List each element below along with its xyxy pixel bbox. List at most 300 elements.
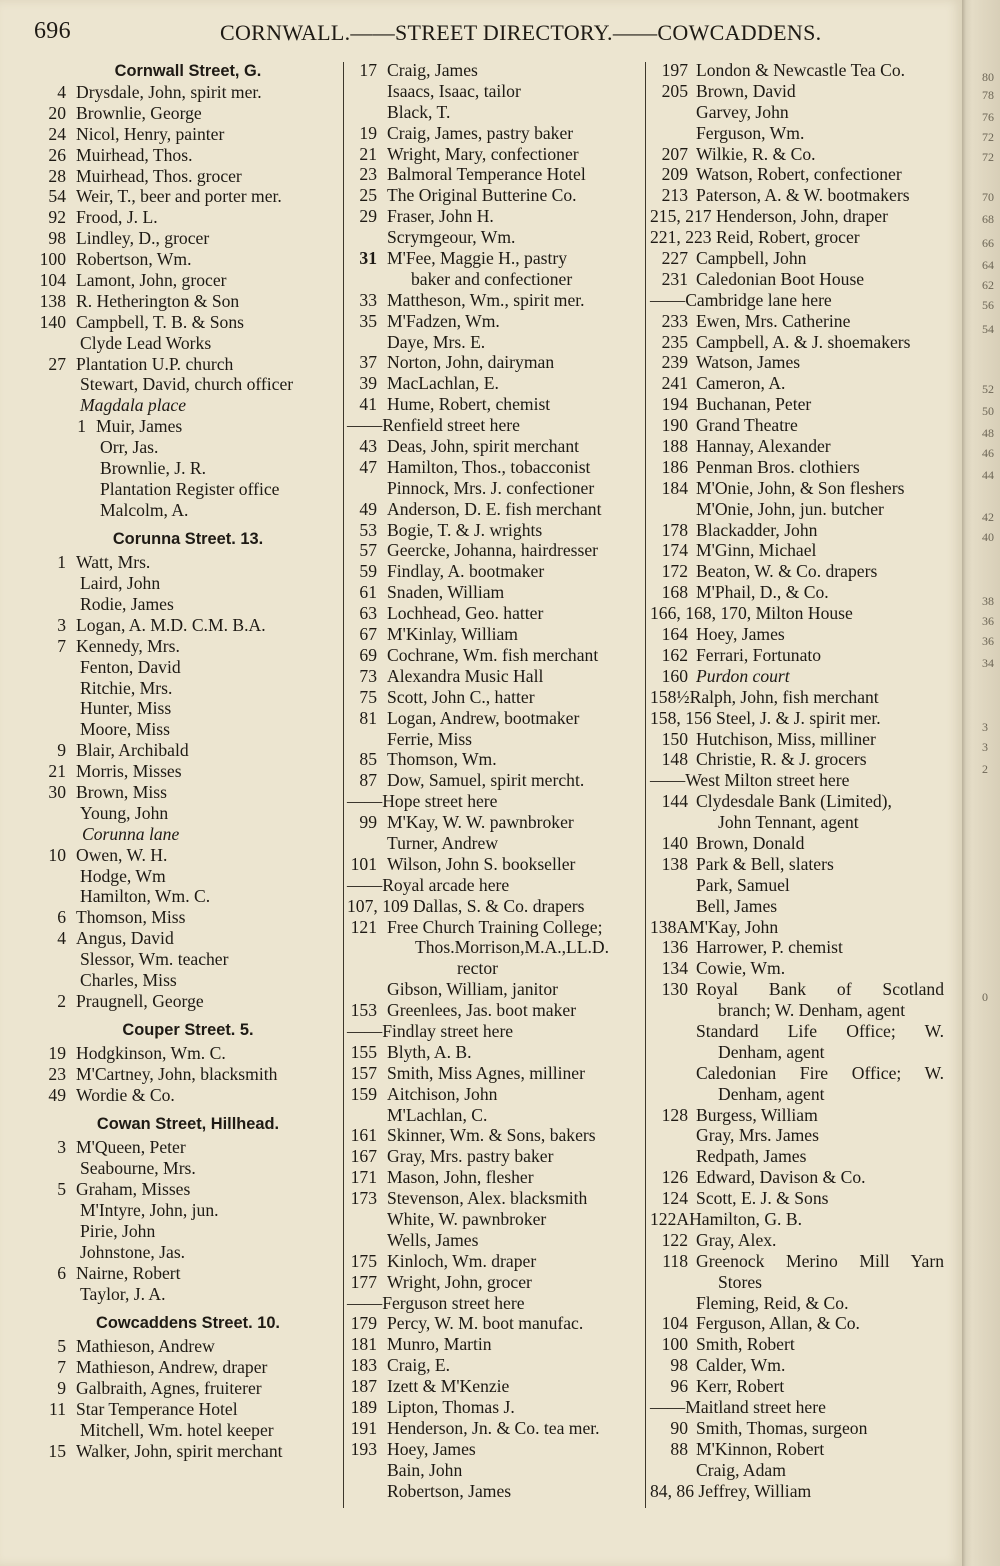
occupant-name: Denham, agent bbox=[718, 1083, 825, 1104]
page-number: 696 bbox=[34, 18, 71, 44]
occupant-name: John Tennant, agent bbox=[718, 812, 859, 833]
house-number: 177 bbox=[350, 1271, 377, 1292]
directory-entry-continued bbox=[347, 958, 647, 979]
directory-entry bbox=[36, 124, 340, 145]
house-number: 10 bbox=[48, 844, 66, 865]
occupant-name: Craig, James bbox=[387, 60, 478, 80]
occupant-name: Ferguson, Wm. bbox=[696, 122, 805, 143]
directory-entry bbox=[347, 645, 647, 666]
occupant-name: Taylor, J. A. bbox=[80, 1283, 166, 1304]
occupant-name: Ferguson, Allan, & Co. bbox=[696, 1313, 860, 1334]
occupant-name: Alexandra Music Hall bbox=[387, 665, 544, 686]
directory-entry-continued bbox=[650, 1084, 950, 1105]
house-number: 140 bbox=[39, 311, 66, 332]
directory-entry bbox=[347, 1063, 647, 1084]
occupant-name: Deas, John, spirit merchant bbox=[387, 436, 580, 457]
adjacent-page-number: 50 bbox=[982, 404, 994, 418]
occupant-name: Seabourne, Mrs. bbox=[80, 1158, 196, 1179]
directory-entry bbox=[347, 290, 647, 311]
directory-entry bbox=[347, 1272, 647, 1293]
occupant-name: Daye, Mrs. E. bbox=[387, 331, 486, 352]
directory-entry-continued bbox=[36, 1200, 340, 1221]
directory-entry bbox=[36, 207, 340, 228]
occupant-name: Turner, Andrew bbox=[387, 832, 499, 853]
column-1 bbox=[36, 60, 340, 1461]
house-number: 209 bbox=[661, 164, 688, 185]
adjacent-page-number: 38 bbox=[982, 594, 994, 608]
occupant-name: Scrymgeour, Wm. bbox=[387, 227, 516, 248]
street-heading: Cowan Street, Hillhead. bbox=[96, 1114, 280, 1133]
directory-entry-continued bbox=[36, 500, 340, 521]
house-number: 104 bbox=[661, 1313, 688, 1334]
occupant-name: branch; W. Denham, agent bbox=[718, 1000, 906, 1021]
occupant-name: Isaacs, Isaac, tailor bbox=[387, 80, 521, 101]
directory-entry-continued bbox=[650, 1146, 950, 1167]
directory-entry bbox=[347, 457, 647, 478]
house-number: 43 bbox=[359, 436, 377, 457]
occupant-name: Nairne, Robert bbox=[76, 1262, 181, 1283]
directory-entry-continued bbox=[347, 269, 647, 290]
house-number: 138 bbox=[661, 853, 688, 874]
house-number: 23 bbox=[359, 164, 377, 185]
adjacent-page-number: 34 bbox=[982, 656, 994, 670]
directory-entry bbox=[347, 603, 647, 624]
house-number: 181 bbox=[350, 1334, 377, 1355]
occupant-name: M'Ginn, Michael bbox=[696, 540, 817, 561]
directory-entry-continued bbox=[36, 1221, 340, 1242]
occupant-name: Ferrari, Fortunato bbox=[696, 644, 822, 665]
house-number: 19 bbox=[48, 1043, 66, 1064]
adjacent-page-number: 62 bbox=[982, 278, 994, 292]
house-number: 6 bbox=[57, 907, 66, 928]
occupant-name: M'Phail, D., & Co. bbox=[696, 582, 829, 603]
directory-entry bbox=[36, 1441, 340, 1462]
house-number: 57 bbox=[359, 540, 377, 561]
occupant-name: Clydesdale Bank (Limited), bbox=[696, 791, 892, 812]
directory-entry bbox=[347, 1084, 647, 1105]
occupant-name: Greenock Merino Mill Yarn bbox=[696, 1250, 944, 1271]
occupant-name: Young, John bbox=[80, 802, 169, 823]
occupant-name: Muir, James bbox=[96, 416, 183, 437]
adjacent-page-number: 44 bbox=[982, 468, 994, 482]
house-number: 155 bbox=[350, 1041, 377, 1062]
directory-entry bbox=[36, 228, 340, 249]
occupant-name: Hamilton, Thos., tobacconist bbox=[387, 456, 591, 477]
house-number: 144 bbox=[661, 791, 688, 812]
directory-entry: 138AM'Kay, John bbox=[650, 916, 779, 937]
occupant-name: Wright, Mary, confectioner bbox=[387, 143, 579, 164]
adjacent-page-number: 46 bbox=[982, 446, 994, 460]
house-number: 138 bbox=[39, 290, 66, 311]
directory-entry bbox=[347, 917, 647, 938]
directory-entry bbox=[347, 854, 647, 875]
directory-entry: 158, 156 Steel, J. & J. spirit mer. bbox=[650, 707, 881, 728]
house-number: 171 bbox=[350, 1167, 377, 1188]
occupant-name: Logan, A. M.D. C.M. B.A. bbox=[76, 614, 266, 635]
house-number: 37 bbox=[359, 352, 377, 373]
occupant-name: M'Kinnon, Robert bbox=[696, 1438, 825, 1459]
directory-entry bbox=[36, 1263, 340, 1284]
directory-entry bbox=[36, 416, 340, 437]
directory-entry-continued bbox=[650, 1460, 950, 1481]
occupant-name: Clyde Lead Works bbox=[80, 332, 212, 353]
directory-entry-continued bbox=[36, 1284, 340, 1305]
occupant-name: Harrower, P. chemist bbox=[696, 937, 843, 958]
adjacent-page-number: 3 bbox=[982, 740, 988, 754]
adjacent-page-number: 78 bbox=[982, 88, 994, 102]
directory-entry bbox=[650, 415, 950, 436]
directory-entry bbox=[36, 145, 340, 166]
directory-entry-continued bbox=[36, 949, 340, 970]
occupant-name: Brown, Miss bbox=[76, 782, 167, 802]
occupant-name: Penman Bros. clothiers bbox=[696, 456, 860, 477]
house-number: 33 bbox=[359, 289, 377, 310]
directory-entry bbox=[347, 624, 647, 645]
directory-entry bbox=[36, 312, 340, 333]
directory-entry-continued bbox=[347, 1209, 647, 1230]
directory-entry-continued bbox=[347, 1105, 647, 1126]
house-number: 29 bbox=[359, 206, 377, 227]
house-number: 27 bbox=[48, 353, 66, 374]
occupant-name: baker and confectioner bbox=[411, 268, 573, 289]
directory-entry bbox=[347, 1125, 647, 1146]
house-number: 164 bbox=[661, 624, 688, 645]
occupant-name: Morris, Misses bbox=[76, 761, 182, 782]
occupant-name: M'Onie, John, & Son fleshers bbox=[696, 477, 905, 498]
occupant-name: Royal Bank of Scotland bbox=[696, 979, 944, 1000]
house-number: 24 bbox=[48, 123, 66, 144]
house-number: 75 bbox=[359, 686, 377, 707]
directory-entry bbox=[36, 1064, 340, 1085]
directory-entry bbox=[36, 845, 340, 866]
cross-street-note: ——Hope street here bbox=[347, 791, 498, 812]
occupant-name: Weir, T., beer and porter mer. bbox=[76, 186, 282, 207]
directory-entry bbox=[650, 833, 950, 854]
occupant-name: Bell, James bbox=[696, 895, 778, 916]
directory-entry-continued bbox=[347, 729, 647, 750]
directory-entry-continued bbox=[650, 1021, 950, 1042]
occupant-name: Geercke, Johanna, hairdresser bbox=[387, 540, 599, 561]
cross-street-note: ——Maitland street here bbox=[650, 1397, 826, 1417]
house-number: 168 bbox=[661, 582, 688, 603]
directory-entry bbox=[36, 761, 340, 782]
occupant-name: M'Kinlay, William bbox=[387, 624, 518, 645]
directory-entry-continued bbox=[36, 594, 340, 615]
house-number: 124 bbox=[661, 1188, 688, 1209]
occupant-name: Watson, James bbox=[696, 352, 801, 373]
directory-entry bbox=[650, 373, 950, 394]
directory-entry bbox=[650, 164, 950, 185]
house-number: 53 bbox=[359, 519, 377, 540]
occupant-name: Denham, agent bbox=[718, 1041, 825, 1062]
adjacent-page-number: 56 bbox=[982, 298, 994, 312]
house-number: 162 bbox=[661, 644, 688, 665]
occupant-name: M'Lachlan, C. bbox=[387, 1104, 488, 1125]
occupant-name: Hutchison, Miss, milliner bbox=[696, 728, 876, 749]
occupant-name: Scott, E. J. & Sons bbox=[696, 1188, 829, 1209]
directory-entry bbox=[650, 81, 950, 102]
directory-entry-continued bbox=[36, 1420, 340, 1441]
directory-entry bbox=[650, 332, 950, 353]
house-number: 3 bbox=[57, 614, 66, 635]
directory-entry bbox=[347, 561, 647, 582]
directory-entry bbox=[36, 1378, 340, 1399]
house-number: 101 bbox=[350, 853, 377, 874]
occupant-name: Bogie, T. & J. wrights bbox=[387, 519, 543, 540]
directory-entry bbox=[36, 354, 340, 375]
house-number: 6 bbox=[57, 1262, 66, 1283]
house-number: 140 bbox=[661, 832, 688, 853]
page-header bbox=[34, 18, 946, 48]
occupant-name: Campbell, A. & J. shoemakers bbox=[696, 331, 911, 352]
directory-entry bbox=[347, 123, 647, 144]
occupant-name: Izett & M'Kenzie bbox=[387, 1376, 510, 1397]
directory-entry-continued bbox=[36, 333, 340, 354]
directory-entry bbox=[347, 1418, 647, 1439]
directory-entry-continued bbox=[36, 803, 340, 824]
directory-entry bbox=[347, 812, 647, 833]
occupant-name: Scott, John C., hatter bbox=[387, 686, 535, 707]
occupant-name: Findlay, A. bootmaker bbox=[387, 561, 545, 582]
house-number: 63 bbox=[359, 603, 377, 624]
directory-entry bbox=[347, 749, 647, 770]
house-number: 99 bbox=[359, 812, 377, 833]
house-number: 207 bbox=[661, 143, 688, 164]
directory-entry bbox=[347, 582, 647, 603]
directory-entry bbox=[650, 1334, 950, 1355]
occupant-name: Calder, Wm. bbox=[696, 1355, 786, 1376]
directory-entry bbox=[347, 1146, 647, 1167]
occupant-name: Aitchison, John bbox=[387, 1083, 498, 1104]
house-number: 87 bbox=[359, 770, 377, 791]
column-3 bbox=[650, 60, 950, 1501]
house-number: 100 bbox=[661, 1334, 688, 1355]
adjacent-page-number: 80 bbox=[982, 70, 994, 84]
directory-entry bbox=[650, 1230, 950, 1251]
house-number: 98 bbox=[670, 1355, 688, 1376]
house-number: 100 bbox=[39, 249, 66, 270]
house-number: 59 bbox=[359, 561, 377, 582]
directory-entry-continued bbox=[650, 1272, 950, 1293]
occupant-name: Campbell, T. B. & Sons bbox=[76, 311, 244, 332]
occupant-name: Gray, Alex. bbox=[696, 1229, 777, 1250]
house-number: 128 bbox=[661, 1104, 688, 1125]
occupant-name: Kinloch, Wm. draper bbox=[387, 1250, 537, 1271]
occupant-name: Robertson, Wm. bbox=[76, 249, 192, 270]
house-number: 67 bbox=[359, 624, 377, 645]
cross-street-note: ——Renfield street here bbox=[347, 415, 520, 436]
house-number: 239 bbox=[661, 352, 688, 373]
occupant-name: Praugnell, George bbox=[76, 990, 204, 1011]
occupant-name: Plantation U.P. church bbox=[76, 353, 234, 374]
directory-entry bbox=[36, 552, 340, 573]
occupant-name: Norton, John, dairyman bbox=[387, 352, 555, 373]
adjacent-page-number: 76 bbox=[982, 110, 994, 124]
house-number: 227 bbox=[661, 248, 688, 269]
adjacent-page-number: 72 bbox=[982, 150, 994, 164]
occupant-name: Mitchell, Wm. hotel keeper bbox=[80, 1419, 274, 1440]
adjacent-page-number: 2 bbox=[982, 762, 988, 776]
directory-entry bbox=[347, 708, 647, 729]
directory-entry bbox=[650, 269, 950, 290]
house-number: 189 bbox=[350, 1397, 377, 1417]
occupant-name: Dow, Samuel, spirit mercht. bbox=[387, 770, 585, 791]
occupant-name: Paterson, A. & W. bootmakers bbox=[696, 185, 910, 206]
occupant-name: M'Kay, W. W. pawnbroker bbox=[387, 812, 574, 833]
directory-entry bbox=[650, 352, 950, 373]
directory-entry bbox=[347, 540, 647, 561]
directory-entry-continued bbox=[650, 1293, 950, 1314]
occupant-name: Stewart, David, church officer bbox=[80, 374, 294, 395]
directory-entry bbox=[650, 311, 950, 332]
occupant-name: Hamilton, Wm. C. bbox=[80, 886, 211, 907]
occupant-name: Hoey, James bbox=[387, 1438, 476, 1459]
occupant-name: Caledonian Boot House bbox=[696, 268, 865, 289]
occupant-name: Mattheson, Wm., spirit mer. bbox=[387, 289, 585, 310]
occupant-name: Hunter, Miss bbox=[80, 698, 172, 719]
occupant-name: Charles, Miss bbox=[80, 970, 177, 991]
occupant-name: Gray, Mrs. pastry baker bbox=[387, 1146, 554, 1167]
directory-entry: 166, 168, 170, Milton House bbox=[650, 603, 853, 624]
house-number: 175 bbox=[350, 1250, 377, 1271]
occupant-name: Mason, John, flesher bbox=[387, 1167, 534, 1188]
house-number: 19 bbox=[359, 122, 377, 143]
directory-entry bbox=[347, 394, 647, 415]
directory-entry-continued bbox=[36, 437, 340, 458]
occupant-name: Star Temperance Hotel bbox=[76, 1398, 238, 1419]
directory-entry-continued bbox=[650, 123, 950, 144]
directory-entry bbox=[347, 499, 647, 520]
house-number: 17 bbox=[359, 60, 377, 80]
directory-entry-continued bbox=[36, 573, 340, 594]
house-number: 7 bbox=[57, 635, 66, 656]
occupant-name: Thomson, Wm. bbox=[387, 749, 497, 770]
house-number: 241 bbox=[661, 373, 688, 394]
occupant-name: Brownlie, J. R. bbox=[100, 458, 207, 479]
directory-entry-continued bbox=[347, 478, 647, 499]
directory-entry bbox=[650, 1376, 950, 1397]
directory-entry bbox=[347, 1167, 647, 1188]
occupant-name: Caledonian Fire Office; W. bbox=[696, 1062, 944, 1083]
occupant-name: Blyth, A. B. bbox=[387, 1041, 472, 1062]
house-number: 194 bbox=[661, 394, 688, 415]
occupant-name: Hodge, Wm bbox=[80, 865, 166, 886]
directory-entry bbox=[347, 248, 647, 269]
cross-street-note: ——Cambridge lane here bbox=[650, 289, 832, 310]
occupant-name: Ritchie, Mrs. bbox=[80, 677, 173, 698]
adjacent-page-number: 68 bbox=[982, 212, 994, 226]
directory-entry-continued bbox=[347, 102, 647, 123]
house-number: 85 bbox=[359, 749, 377, 770]
house-number: 73 bbox=[359, 665, 377, 686]
house-number: 69 bbox=[359, 644, 377, 665]
occupant-name: Snaden, William bbox=[387, 582, 505, 603]
occupant-name: Logan, Andrew, bootmaker bbox=[387, 707, 580, 728]
directory-entry bbox=[650, 185, 950, 206]
directory-entry-continued bbox=[36, 458, 340, 479]
directory-entry-continued bbox=[650, 1125, 950, 1146]
occupant-name: M'Fee, Maggie H., pastry bbox=[387, 248, 568, 269]
directory-entry-continued bbox=[650, 499, 950, 520]
directory-entry bbox=[650, 60, 950, 81]
house-number: 41 bbox=[359, 394, 377, 415]
directory-entry-continued bbox=[347, 1481, 647, 1502]
occupant-name: Watson, Robert, confectioner bbox=[696, 164, 902, 185]
occupant-name: Bain, John bbox=[387, 1459, 463, 1480]
house-number: 173 bbox=[350, 1188, 377, 1209]
house-number: 188 bbox=[661, 436, 688, 457]
house-number: 49 bbox=[359, 498, 377, 519]
house-number: 54 bbox=[48, 186, 66, 207]
occupant-name: Gray, Mrs. James bbox=[696, 1125, 819, 1146]
adjacent-page-number: 64 bbox=[982, 258, 994, 272]
occupant-name: Wilkie, R. & Co. bbox=[696, 143, 816, 164]
house-number: 81 bbox=[359, 707, 377, 728]
directory-entry bbox=[36, 740, 340, 761]
directory-entry bbox=[347, 1251, 647, 1272]
house-number: 150 bbox=[661, 728, 688, 749]
house-number: 126 bbox=[661, 1167, 688, 1188]
occupant-name: Beaton, W. & Co. drapers bbox=[696, 561, 878, 582]
occupant-name: Wordie & Co. bbox=[76, 1085, 175, 1106]
occupant-name: Craig, Adam bbox=[696, 1459, 786, 1480]
cross-street-note: ——Ferguson street here bbox=[347, 1292, 525, 1313]
directory-entry bbox=[650, 1313, 950, 1334]
directory-entry-continued bbox=[650, 1063, 950, 1084]
directory-entry bbox=[650, 394, 950, 415]
adjacent-page-number: 54 bbox=[982, 322, 994, 336]
house-number: 5 bbox=[57, 1179, 66, 1200]
occupant-name: Purdon court bbox=[696, 665, 790, 686]
occupant-name: MacLachlan, E. bbox=[387, 373, 499, 394]
house-number: 233 bbox=[661, 310, 688, 331]
occupant-name: Muirhead, Thos. grocer bbox=[76, 165, 242, 186]
directory-entry-continued bbox=[347, 332, 647, 353]
occupant-name: Munro, Martin bbox=[387, 1334, 492, 1355]
occupant-name: Brown, David bbox=[696, 80, 796, 101]
directory-entry bbox=[36, 928, 340, 949]
directory-entry bbox=[36, 636, 340, 657]
occupant-name: Ewen, Mrs. Catherine bbox=[696, 310, 851, 331]
directory-entry bbox=[347, 687, 647, 708]
house-number: 122 bbox=[661, 1229, 688, 1250]
directory-entry bbox=[36, 1137, 340, 1158]
house-number: 213 bbox=[661, 185, 688, 206]
directory-entry bbox=[347, 164, 647, 185]
occupant-name: Anderson, D. E. fish merchant bbox=[387, 498, 602, 519]
directory-entry-continued bbox=[36, 479, 340, 500]
house-number: 39 bbox=[359, 373, 377, 394]
directory-entry bbox=[347, 520, 647, 541]
directory-entry bbox=[650, 1418, 950, 1439]
column-rule-left bbox=[343, 62, 344, 1508]
occupant-name: Thomson, Miss bbox=[76, 907, 186, 928]
house-number: 15 bbox=[48, 1440, 66, 1461]
directory-entry-continued bbox=[36, 866, 340, 887]
occupant-name: M'Cartney, John, blacksmith bbox=[76, 1064, 278, 1085]
occupant-name: Redpath, James bbox=[696, 1146, 807, 1167]
house-number: 130 bbox=[661, 979, 688, 1000]
directory-entry bbox=[347, 1397, 647, 1418]
directory-entry bbox=[347, 1042, 647, 1063]
occupant-name: Grand Theatre bbox=[696, 415, 798, 436]
directory-entry bbox=[347, 60, 647, 81]
directory-entry bbox=[650, 937, 950, 958]
occupant-name: rector bbox=[457, 958, 499, 979]
house-number: 31 bbox=[359, 248, 377, 269]
occupant-name: Smith, Robert bbox=[696, 1334, 795, 1355]
adjacent-page-number: 36 bbox=[982, 634, 994, 648]
